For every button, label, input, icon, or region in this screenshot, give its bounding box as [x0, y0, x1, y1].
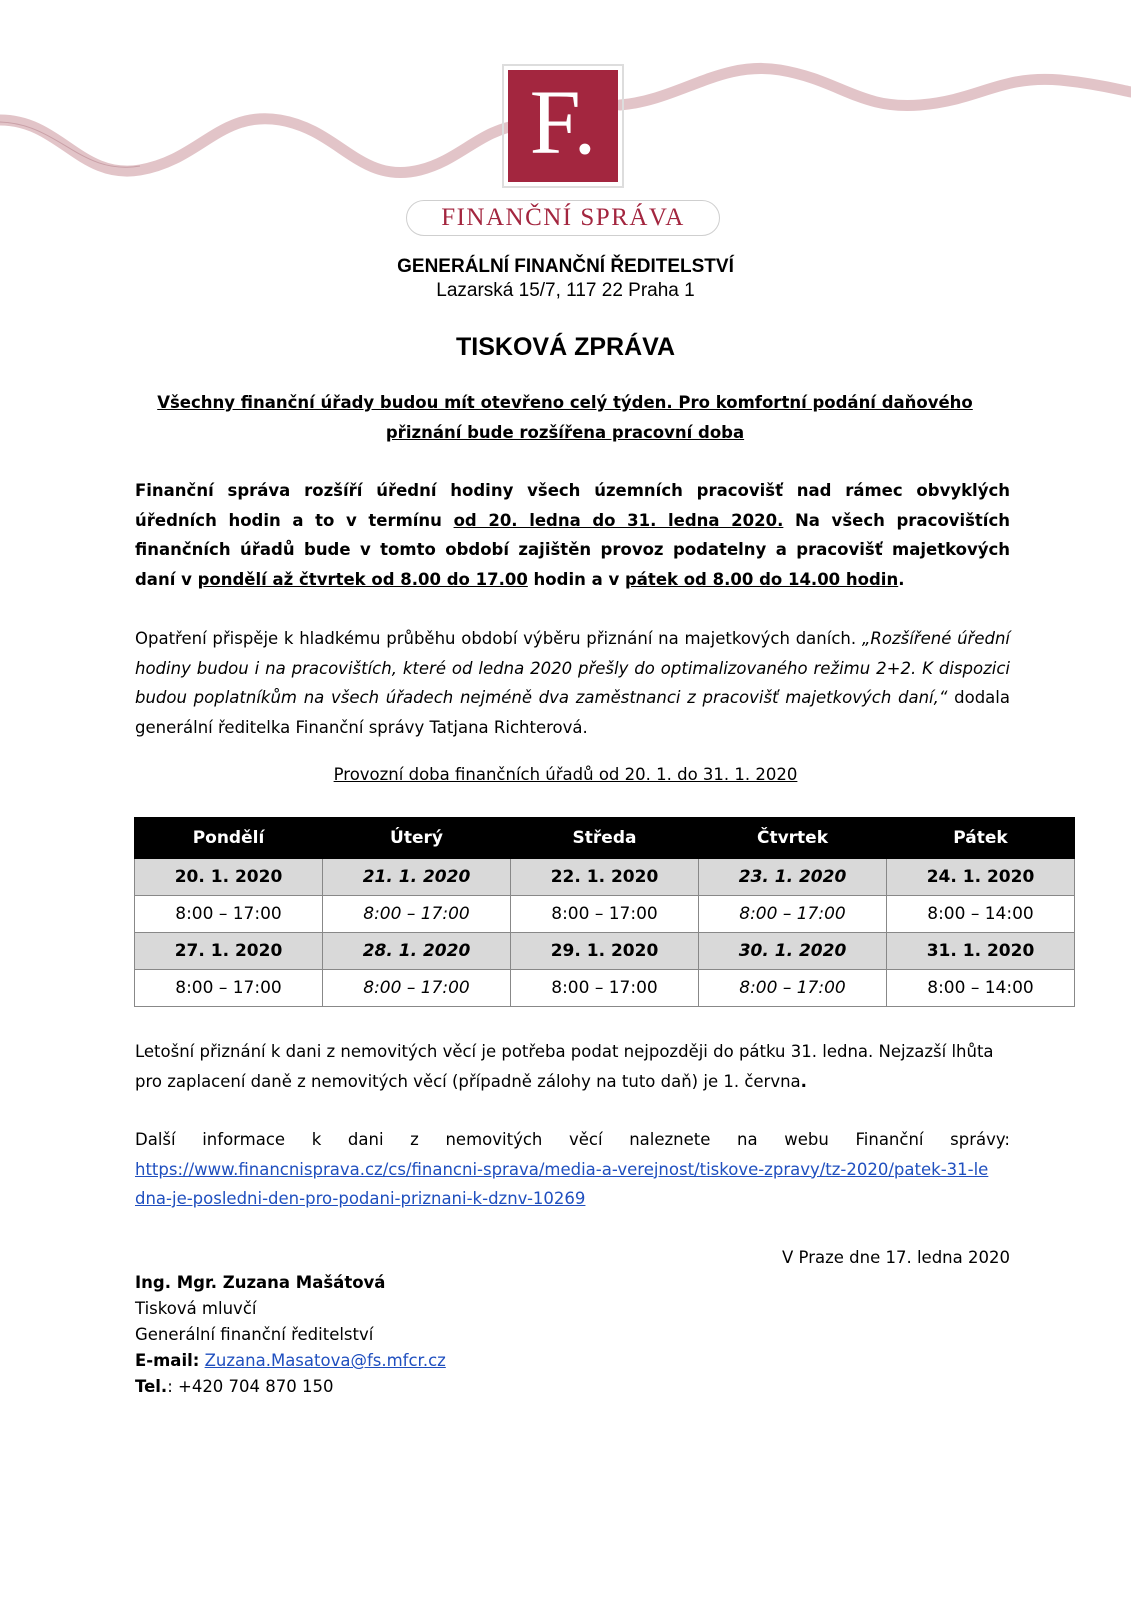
- organization-address: Lazarská 15/7, 117 22 Praha 1: [436, 280, 695, 301]
- hours-cell: 8:00 – 17:00: [135, 896, 323, 933]
- lead-text: .: [898, 569, 905, 589]
- table-row: [135, 859, 1075, 896]
- date-cell: 21. 1. 2020: [323, 859, 511, 896]
- hours-cell: 8:00 – 17:00: [699, 970, 887, 1007]
- email-line: [135, 1348, 446, 1374]
- date-cell: 30. 1. 2020: [699, 933, 887, 970]
- column-header: Pondělí: [135, 818, 323, 859]
- info-link[interactable]: https://www.financnisprava.cz/cs/financni-sprava/media-a-verejnost/tiskove-zpravy/tz-2020/patek-31-ledna-je-posledni-den-pro-podani-priznani-k-dznv-10269: [135, 1159, 989, 1208]
- hours-cell: 8:00 – 17:00: [511, 896, 699, 933]
- lead-text: Finanční správa rozšíří úřední hodiny všech územních pracovišť nad rámec obvyklých úředních hodin a to v termínu: [135, 481, 1010, 530]
- lead-text: hodin a v: [527, 569, 625, 589]
- table-row: [135, 896, 1075, 933]
- quote-text: „Rozšířené úřední hodiny budou i na pracovištích, které od ledna 2020 přešly do optimalizovaného režimu 2+2. K dispozici budou poplatníkům na všech úřadech nejméně dva zaměstnanci z pracovišť majetkových daní,“: [135, 629, 1010, 707]
- lead-hours-fri: pátek od 8.00 do 14.00 hodin: [624, 569, 899, 589]
- phone-number: : +420 704 870 150: [167, 1377, 334, 1396]
- opening-hours-table: [134, 817, 1075, 1007]
- logo-mark: [508, 70, 618, 182]
- table-caption: Provozní doba finančních úřadů od 20. 1. do 31. 1. 2020: [333, 765, 798, 784]
- quote-paragraph: [135, 624, 1010, 742]
- brand-name: FINANČNÍ SPRÁVA: [441, 204, 685, 231]
- paragraph-text: Další informace k dani z nemovitých věcí naleznete na webu Finanční správy:: [135, 1130, 1010, 1149]
- date-cell: 27. 1. 2020: [135, 933, 323, 970]
- info-paragraph: [135, 1125, 1010, 1214]
- phone-line: [135, 1374, 446, 1400]
- table-header-row: [135, 818, 1075, 859]
- signature-block: [135, 1270, 446, 1400]
- email-label: E-mail:: [135, 1351, 200, 1370]
- paragraph-text: Opatření přispěje k hladkému průběhu období výběru přiznání na majetkových daních.: [135, 629, 862, 648]
- deadline-paragraph: [135, 1037, 1010, 1096]
- table-row: [135, 933, 1075, 970]
- hours-cell: 8:00 – 14:00: [887, 970, 1075, 1007]
- date-cell: 22. 1. 2020: [511, 859, 699, 896]
- organization-name: GENERÁLNÍ FINANČNÍ ŘEDITELSTVÍ: [397, 256, 734, 277]
- column-header: Čtvrtek: [699, 818, 887, 859]
- date-line: V Praze dne 17. ledna 2020: [782, 1248, 1010, 1267]
- column-header: Pátek: [887, 818, 1075, 859]
- date-cell: 23. 1. 2020: [699, 859, 887, 896]
- logo-letter: F.: [529, 71, 597, 173]
- date-cell: 28. 1. 2020: [323, 933, 511, 970]
- table-row: [135, 970, 1075, 1007]
- document-title: TISKOVÁ ZPRÁVA: [456, 333, 675, 361]
- lead-paragraph: [135, 476, 1010, 594]
- lead-date-range: od 20. ledna do 31. ledna 2020.: [453, 510, 784, 530]
- headline: Všechny finanční úřady budou mít otevřeno celý týden. Pro komfortní podání daňového přiznání bude rozšířena pracovní doba: [157, 393, 973, 442]
- date-cell: 24. 1. 2020: [887, 859, 1075, 896]
- date-cell: 29. 1. 2020: [511, 933, 699, 970]
- phone-label: Tel.: [135, 1377, 168, 1396]
- paragraph-end: .: [800, 1071, 807, 1091]
- email-link[interactable]: Zuzana.Masatova@fs.mfcr.cz: [204, 1351, 446, 1370]
- signatory-role: Tisková mluvčí: [135, 1299, 257, 1318]
- date-cell: 31. 1. 2020: [887, 933, 1075, 970]
- hours-cell: 8:00 – 17:00: [699, 896, 887, 933]
- hours-cell: 8:00 – 17:00: [323, 896, 511, 933]
- date-cell: 20. 1. 2020: [135, 859, 323, 896]
- column-header: Úterý: [323, 818, 511, 859]
- column-header: Středa: [511, 818, 699, 859]
- hours-cell: 8:00 – 14:00: [887, 896, 1075, 933]
- lead-hours-mon-thu: pondělí až čtvrtek od 8.00 do 17.00: [197, 569, 528, 589]
- hours-cell: 8:00 – 17:00: [511, 970, 699, 1007]
- hours-cell: 8:00 – 17:00: [323, 970, 511, 1007]
- quote-attribution: dodala generální ředitelka Finanční správy Tatjana Richterová.: [135, 688, 1010, 737]
- signatory-name: Ing. Mgr. Zuzana Mašátová: [135, 1273, 386, 1292]
- paragraph-text: Letošní přiznání k dani z nemovitých věcí je potřeba podat nejpozději do pátku 31. ledna. Nejzazší lhůta pro zaplacení daně z nemovitých věcí (případně zálohy na tuto daň) je 1. června: [135, 1042, 994, 1091]
- hours-cell: 8:00 – 17:00: [135, 970, 323, 1007]
- brand-name-badge: [406, 200, 720, 236]
- lead-text: Na všech pracovištích finančních úřadů bude v tomto období zajištěn provoz podatelny a pracovišť majetkových daní v: [135, 510, 1010, 589]
- signatory-organization: Generální finanční ředitelství: [135, 1325, 374, 1344]
